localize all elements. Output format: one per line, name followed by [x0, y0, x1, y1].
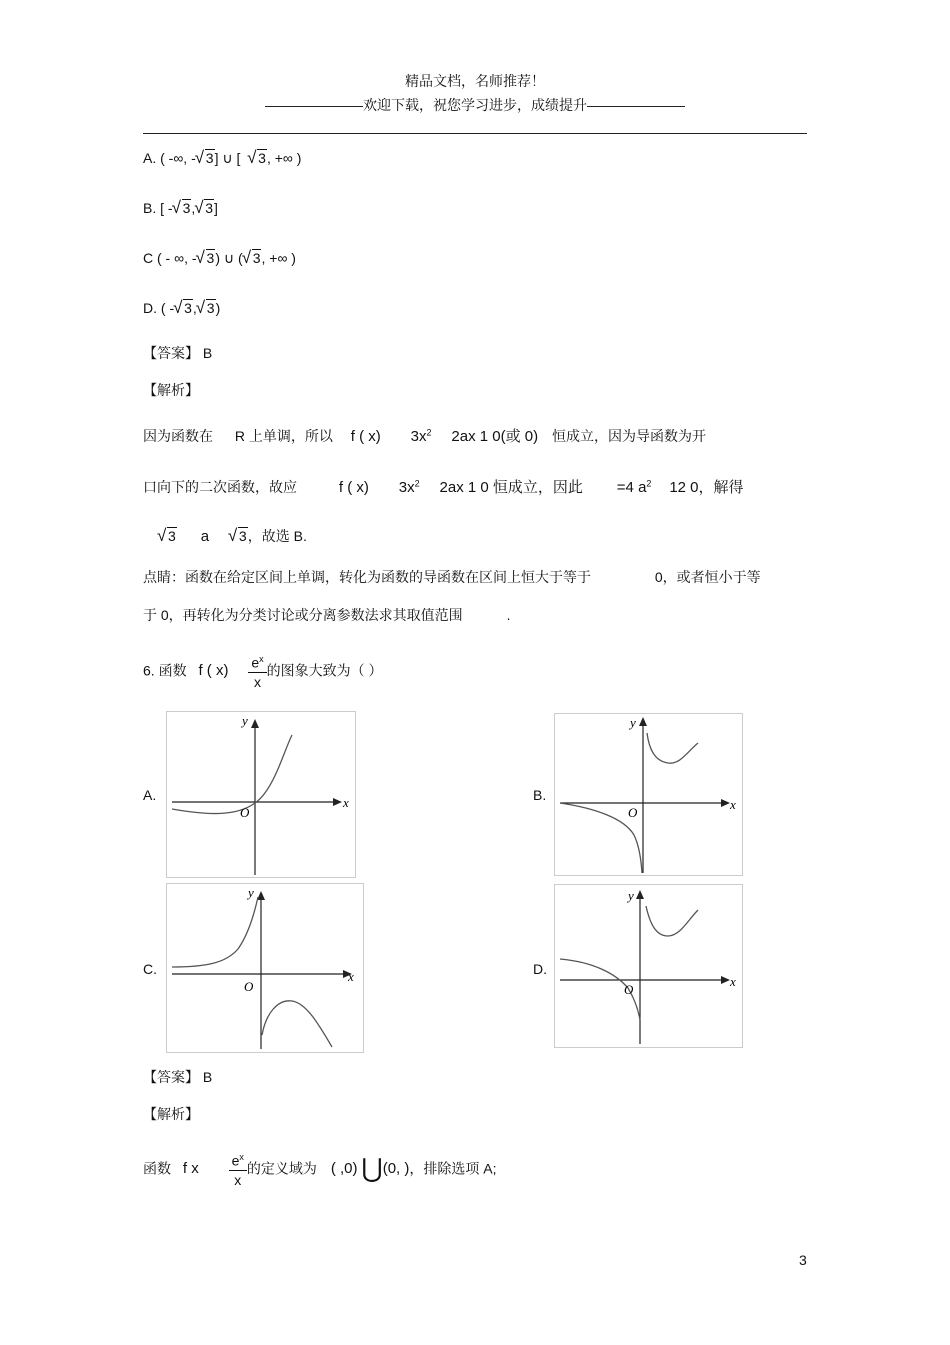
option-d: D. ( -√ 3,√ 3) [143, 300, 220, 316]
svg-text:x: x [730, 974, 736, 989]
comment-line-1: 点睛：函数在给定区间上单调，转化为函数的导函数在区间上恒大于等于 0，或者恒小于等 [143, 569, 761, 585]
question-6: 6. 函数 f ( x) $\frac{e^x}{x}$ 的图象大致为（ ） [143, 650, 383, 691]
graph-a [166, 711, 358, 879]
graph-d [554, 884, 744, 1048]
svg-text:y: y [628, 888, 634, 903]
svg-text:O: O [244, 979, 254, 994]
option-c: C ( - ∞, -√ 3) ∪ (√ 3, +∞ ) [143, 250, 296, 267]
analysis-line-3: √ 3 a √ 3，故选 B. [158, 526, 307, 546]
page-number: 3 [799, 1252, 807, 1268]
graph-a-label: A. [143, 787, 157, 803]
fraction: $\frac{e^x}{x}$ [248, 650, 266, 691]
svg-text:y: y [242, 713, 248, 728]
svg-text:x: x [348, 969, 354, 984]
svg-text:x: x [343, 795, 349, 810]
sqrt-symbol: √ 3 [196, 150, 215, 166]
svg-text:O: O [624, 982, 634, 997]
union-symbol: ⋃ [361, 1152, 383, 1183]
header-subtitle: ———————欢迎下载，祝您学习进步，成绩提升——————— [265, 97, 685, 113]
svg-text:y: y [248, 885, 254, 900]
analysis-line-2: 口向下的二次函数，故应 f ( x) $3x^2$ 2ax 1 0 恒成立，因此 =4 $a^2$ 12 0，解得 [143, 478, 744, 496]
answer-label-1: 【答案】 B [143, 345, 213, 361]
graph-d-label: D. [533, 961, 547, 977]
graph-c [166, 883, 366, 1053]
option-a: A. ( -∞, -√ 3] ∪ [ √ 3, +∞ ) [143, 150, 301, 167]
svg-text:O: O [628, 805, 638, 820]
analysis-label-2: 【解析】 [143, 1106, 199, 1122]
svg-text:x: x [730, 797, 736, 812]
option-b: B. [ -√ 3,√ 3] [143, 200, 218, 216]
graph-b [554, 713, 744, 876]
analysis-2-line: 函数 f x $\frac{e^x}{x}$ 的定义域为 ( ,0) ⋃(0, )，排除选项 A; [143, 1148, 497, 1189]
analysis-line-1: 因为函数在 R 上单调，所以 f ( x) $3x^2$ 2ax 1 0(或 0) 恒成立，因为导函数为开 [143, 427, 707, 445]
header-title: 精品文档，名师推荐！ [405, 73, 545, 89]
graph-c-label: C. [143, 961, 157, 977]
svg-text:O: O [240, 805, 250, 820]
answer-label-2: 【答案】 B [143, 1069, 213, 1085]
header-rule [143, 133, 807, 134]
svg-text:y: y [630, 715, 636, 730]
comment-line-2: 于 0，再转化为分类讨论或分离参数法求其取值范围 . [143, 607, 511, 623]
analysis-label-1: 【解析】 [143, 382, 199, 398]
graph-b-label: B. [533, 787, 547, 803]
